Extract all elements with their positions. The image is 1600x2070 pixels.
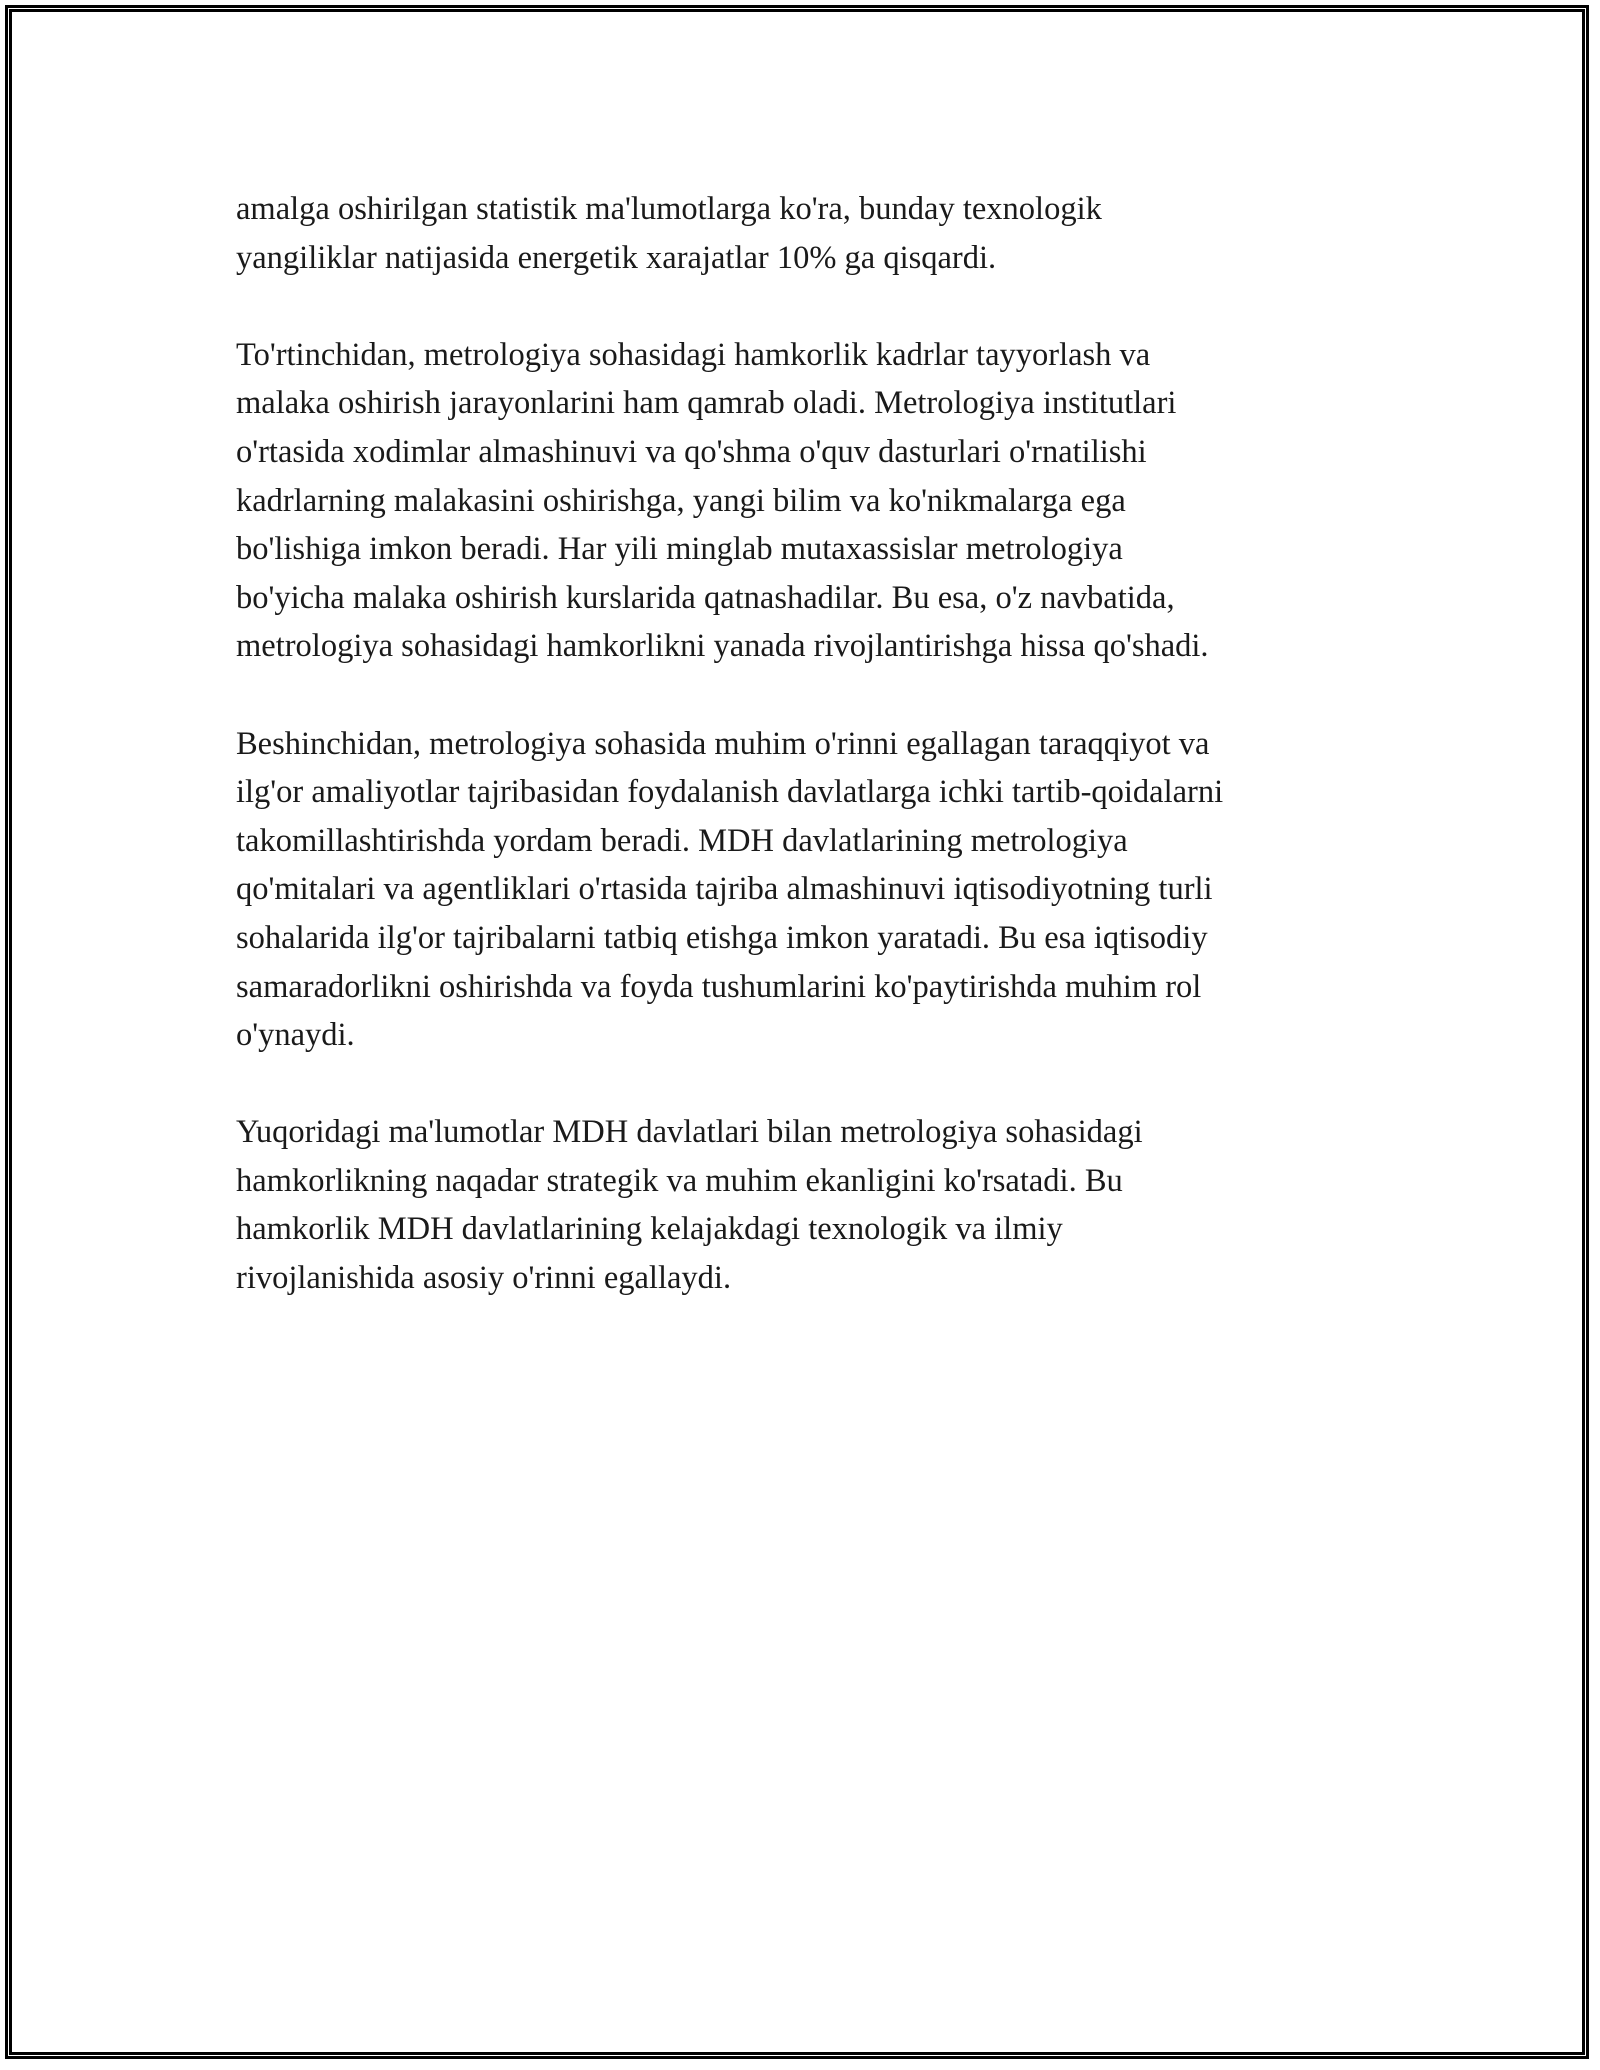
- paragraph-3: Beshinchidan, metrologiya sohasida muhim o'rinni egallagan taraqqiyot va ilg'or amaliyotlar tajribasidan foydalanish davlatlarga ichki tartib-qoidalarni takomillashtirishda yordam beradi. MDH davlatlarining metrologiya qo'mitalari va agentliklari o'rtasida tajriba almashinuvi iqtisodiyotning turli sohalarida ilg'or tajribalarni tatbiq etishga imkon yaratadi. Bu esa iqtisodiy samaradorlikni oshirishda va foyda tushumlarini ko'paytirishda muhim rol o'ynaydi.: [236, 725, 1224, 1054]
- paragraph-4: Yuqoridagi ma'lumotlar MDH davlatlari bilan metrologiya sohasidagi hamkorlikning naqadar strategik va muhim ekanligini ko'rsatadi. Bu hamkorlik MDH davlatlarining kelajakdagi texnologik va ilmiy rivojlanishida asosiy o'rinni egallaydi.: [236, 1114, 1143, 1297]
- paragraph-1: amalga oshirilgan statistik ma'lumotlarga ko'ra, bunday texnologik yangiliklar natijasida energetik xarajatlar 10% ga qisqardi.: [236, 191, 1102, 276]
- document-body: [236, 185, 1366, 1351]
- paragraph-2: To'rtinchidan, metrologiya sohasidagi hamkorlik kadrlar tayyorlash va malaka oshirish jarayonlarini ham qamrab oladi. Metrologiya institutlari o'rtasida xodimlar almashinuvi va qo'shma o'quv dasturlari o'rnatilishi kadrlarning malakasini oshirishga, yangi bilim va ko'nikmalarga ega bo'lishiga imkon beradi. Har yili minglab mutaxassislar metrologiya bo'yicha malaka oshirish kurslarida qatnashadilar. Bu esa, o'z navbatida, metrologiya sohasidagi hamkorlikni yanada rivojlantirishga hissa qo'shadi.: [236, 336, 1209, 665]
